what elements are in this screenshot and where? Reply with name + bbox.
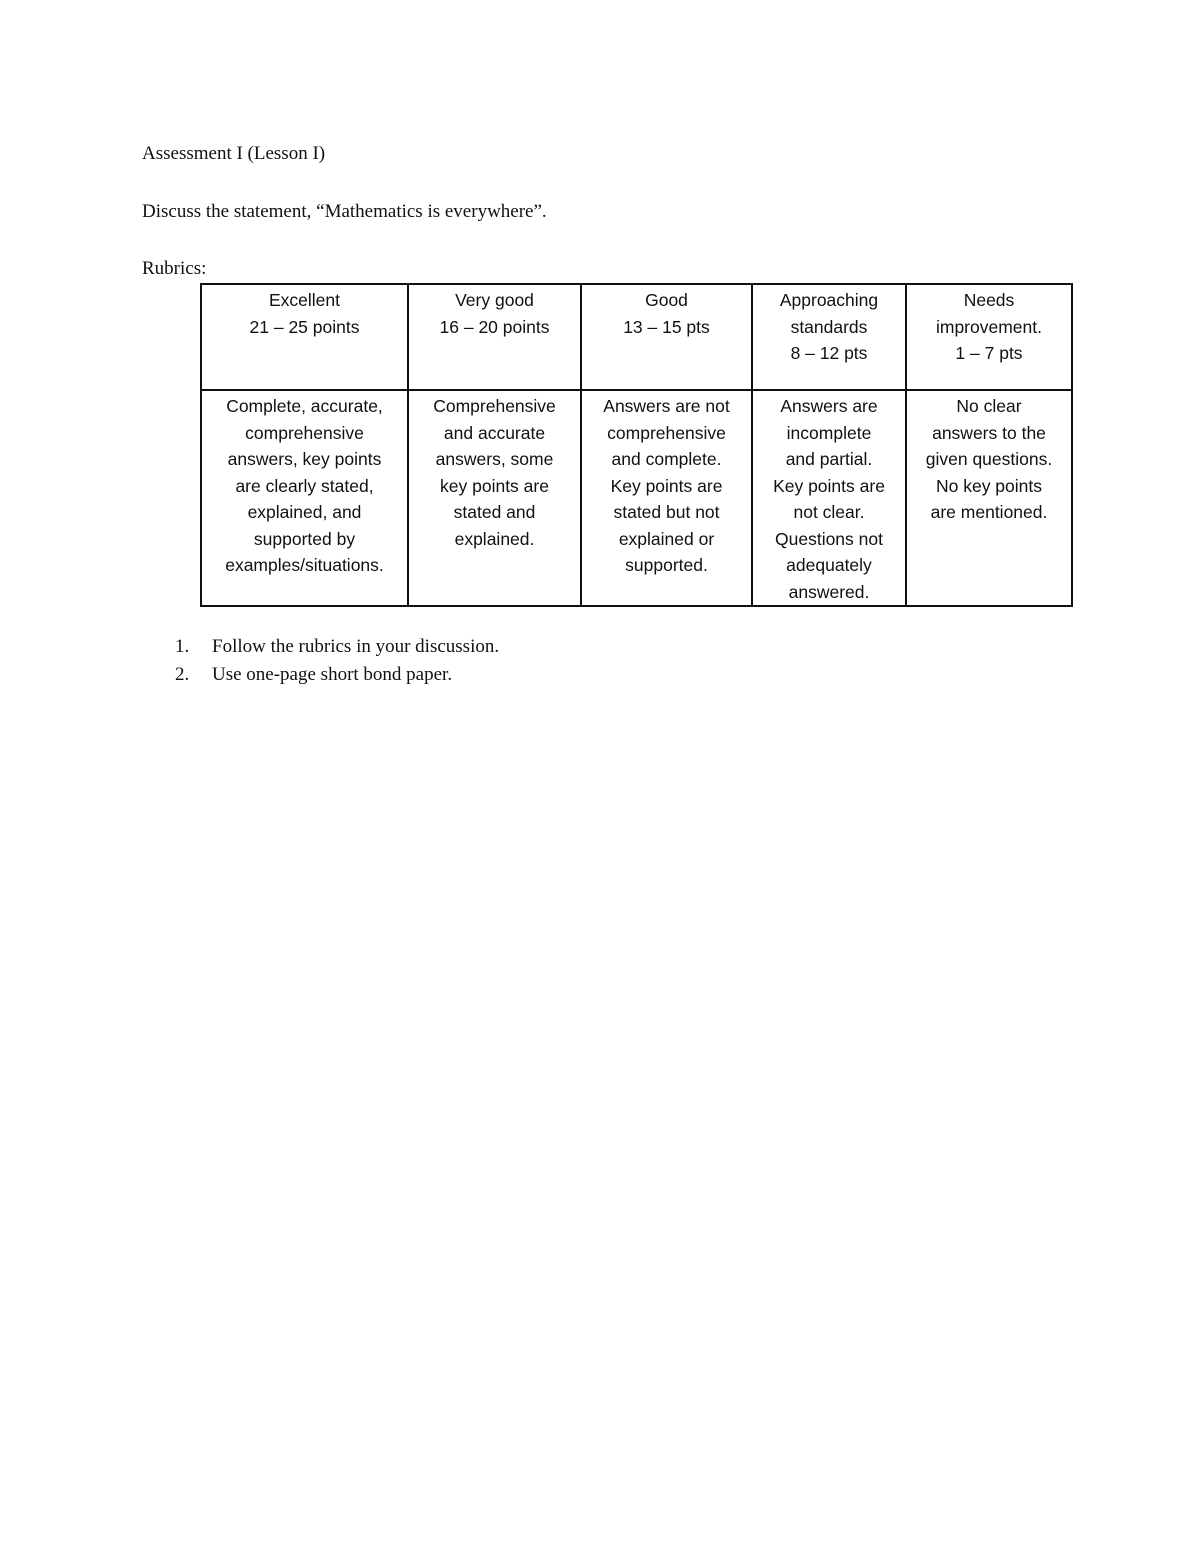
rubric-level-very-good xyxy=(408,284,581,390)
description-line: answers, some xyxy=(435,449,554,469)
description-line: answers, key points xyxy=(227,449,382,469)
rubric-description-very-good xyxy=(408,390,581,606)
rubric-table xyxy=(200,283,1073,607)
description-line: comprehensive xyxy=(245,422,364,443)
description-line: Comprehensive xyxy=(433,396,556,416)
description-line: are clearly stated, xyxy=(235,475,374,496)
rubric-description-good xyxy=(581,390,752,606)
instruction-item xyxy=(142,661,499,689)
rubric-level-needs-improvement xyxy=(906,284,1072,390)
description-line: explained. xyxy=(454,528,535,549)
description-line: given questions. xyxy=(925,449,1053,469)
description-line: Answers are xyxy=(780,396,878,416)
rubric-level-excellent xyxy=(201,284,408,390)
level-title: standards xyxy=(790,316,868,337)
description-line: stated but not xyxy=(613,502,720,522)
description-line: Answers are not xyxy=(603,396,730,416)
level-points: 1 – 7 pts xyxy=(955,343,1023,363)
level-points: 21 – 25 points xyxy=(249,316,360,337)
level-title: Approaching xyxy=(779,290,879,310)
description-line: are mentioned. xyxy=(930,502,1048,522)
description-line: Key points are xyxy=(773,475,885,496)
description-line: answered. xyxy=(788,581,870,602)
discussion-prompt: Discuss the statement, “Mathematics is everywhere”. xyxy=(142,201,547,222)
description-line: answers to the xyxy=(932,422,1046,443)
level-points: 8 – 12 pts xyxy=(790,343,868,363)
description-line: supported by xyxy=(253,528,356,549)
assessment-heading: Assessment I (Lesson I) xyxy=(142,143,326,164)
description-line: Questions not xyxy=(775,528,883,549)
description-line: supported. xyxy=(625,555,708,575)
rubric-level-row xyxy=(201,284,1072,390)
instruction-number: 1. xyxy=(175,636,190,657)
description-line: No clear xyxy=(956,396,1022,416)
rubric-description-excellent xyxy=(201,390,408,606)
instruction-number: 2. xyxy=(175,664,190,685)
description-line: stated and xyxy=(453,502,536,522)
level-title: Good xyxy=(645,290,688,310)
rubric-description-approaching xyxy=(752,390,906,606)
description-line: examples/situations. xyxy=(225,555,384,575)
rubric-description-row xyxy=(201,390,1072,606)
description-line: adequately xyxy=(786,555,872,575)
description-line: Complete, accurate, xyxy=(226,396,383,416)
instruction-text: Use one-page short bond paper. xyxy=(212,664,453,685)
description-line: not clear. xyxy=(793,502,865,522)
description-line: and accurate xyxy=(443,422,546,443)
level-title: Very good xyxy=(455,290,534,310)
description-line: key points are xyxy=(440,475,549,496)
description-line: explained or xyxy=(618,528,715,549)
level-points: 13 – 15 pts xyxy=(623,316,710,337)
level-points: 16 – 20 points xyxy=(439,316,550,337)
level-title: Excellent xyxy=(268,290,340,310)
instruction-text: Follow the rubrics in your discussion. xyxy=(212,636,500,657)
instruction-item xyxy=(142,633,499,661)
level-title: improvement. xyxy=(935,316,1042,337)
level-title: Needs xyxy=(963,290,1015,310)
description-line: comprehensive xyxy=(607,422,726,443)
description-line: No key points xyxy=(935,475,1043,496)
instructions-list xyxy=(142,633,499,689)
rubrics-label: Rubrics: xyxy=(142,258,207,279)
rubric-level-approaching xyxy=(752,284,906,390)
description-line: explained, and xyxy=(247,502,362,522)
description-line: Key points are xyxy=(610,475,723,496)
rubric-level-good xyxy=(581,284,752,390)
description-line: incomplete xyxy=(786,422,872,443)
description-line: and partial. xyxy=(785,449,873,469)
description-line: and complete. xyxy=(611,449,722,469)
rubric-description-needs-improvement xyxy=(906,390,1072,606)
